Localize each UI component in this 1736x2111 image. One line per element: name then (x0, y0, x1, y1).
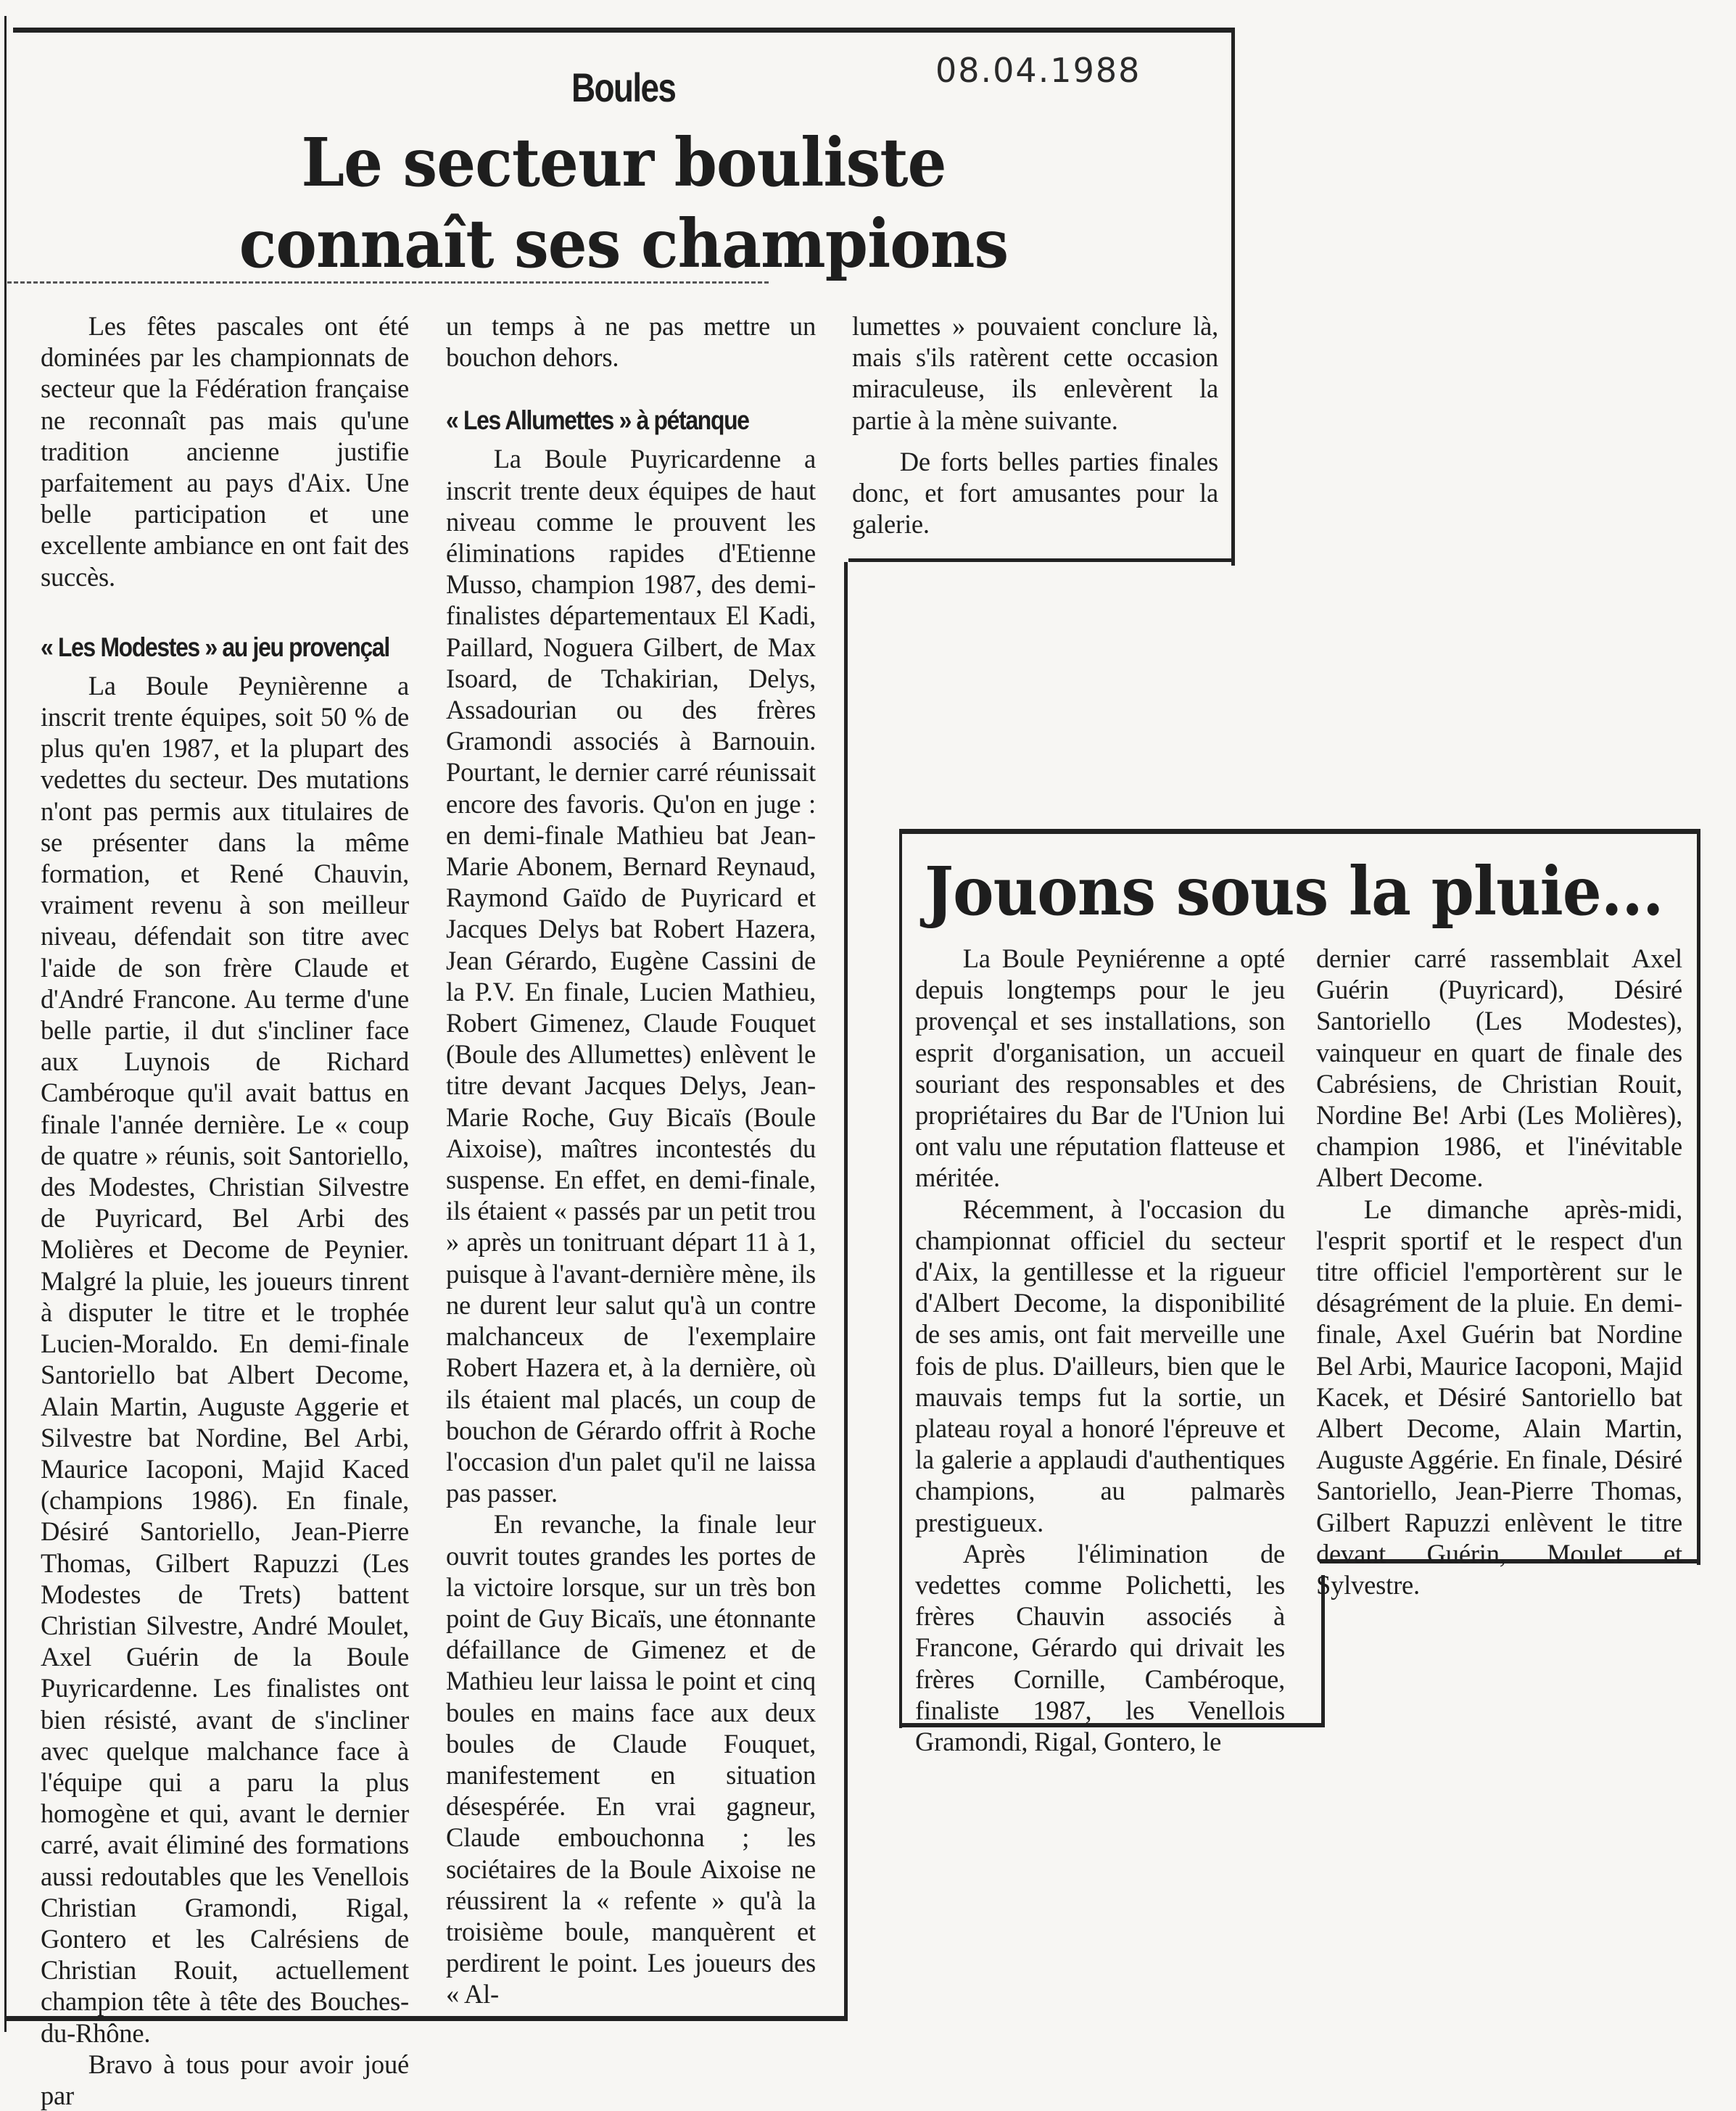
paragraph: La Boule Peynièrenne a inscrit trente équipes, soit 50 % de plus qu'en 1987, et la plupart des vedettes du secteur. Des mutations n'ont pas permis aux titulaires de se présenter dans la même formation, et René Chauvin, vraiment revenu à son meilleur niveau, défendait son titre avec l'aide de son frère Claude et d'André Francone. Au terme d'une belle partie, il dut s'incliner face aux Luynois de Richard Cambéroque qu'il avait battus en finale l'année dernière. Le « coup de quatre » réunis, soit Santoriello, des Modestes, Christian Silvestre de Puyricard, Bel Arbi des Molières et Decome de Peynier. Malgré la pluie, les joueurs tinrent à disputer le titre et le trophée Lucien-Moraldo. En demi-finale Santoriello bat Albert Decome, Alain Martin, Auguste Aggerie et Silvestre bat Nordine, Bel Arbi, Maurice Iacoponi, Majid Kaced (champions 1986). En finale, Désiré Santoriello, Jean-Pierre Thomas, Gilbert Rapuzzi (Les Modestes de Trets) battent Christian Silvestre, André Moulet, Axel Guérin de la Boule Puyricardenne. Les finalistes ont bien résisté, avant de s'incliner avec quelque malchance face à l'équipe qui a paru la plus homogène et qui, avant le dernier carré, avait éliminé des formations aussi redoutables que les Venellois Christian Gramondi, Rigal, Gontero et les Calrésiens de Christian Rouit, actuellement champion tête à tête des Bouches-du-Rhône. (41, 670, 409, 2048)
article2-right-border (1697, 829, 1700, 1565)
paragraph: dernier carré rassemblait Axel Guérin (Puyricard), Désiré Santoriello (Les Modestes), vainqueur en quart de finale des Cabrésiens, de Christian Rouit, Nordine Be! Arbi (Les Molières), champion 1986, et l'inévitable Albert Decome. (1316, 943, 1682, 1193)
article2-headline: Jouons sous la pluie... (925, 852, 1663, 930)
paragraph: Bravo à tous pour avoir joué par (41, 2049, 409, 2110)
article1-column2 (446, 310, 816, 2010)
column3-bottom-rule (848, 558, 1234, 562)
headline-line1: Le secteur bouliste (301, 123, 946, 202)
article2-column2 (1316, 943, 1682, 1600)
article2-column1 (915, 943, 1285, 1757)
paragraph: De forts belles parties finales donc, et fort amusantes pour la galerie. (852, 446, 1218, 540)
article1-column3 (852, 310, 1218, 540)
paragraph: Récemment, à l'occasion du championnat officiel du secteur d'Aix, la gentillesse et la rigueur d'Albert Decome, la disponibilité de ses amis, ont fait merveille une fois de plus. D'ailleurs, bien que le mauvais temps fut la sortie, un plateau royal a honoré l'épreuve et la galerie a applaudi d'authentiques champions, au palmarès prestigueux. (915, 1194, 1285, 1537)
paragraph: Le dimanche après-midi, l'esprit sportif et le respect d'un titre officiel l'emportèrent sur le désagrément de la pluie. En demi-finale, Axel Guérin bat Nordine Bel Arbi, Maurice Iacoponi, Majid Kacek, et Désiré Santoriello bat Albert Decome, Alain Martin, Auguste Aggérie. En finale, Désiré Santoriello, Jean-Pierre Thomas, Gilbert Rapuzzi enlèvent le titre devant Guérin, Moulet et Sylvestre. (1316, 1194, 1682, 1600)
paragraph: un temps à ne pas mettre un bouchon dehors. (446, 311, 816, 373)
paragraph: La Boule Puyricardenne a inscrit trente deux équipes de haut niveau comme le prouvent les éliminations rapides d'Etienne Musso, champion 1987, des demi-finalistes départementaux El Kadi, Paillard, Noguera Gilbert, de Max Isoard, de Tchakirian, Delys, Assadourian ou des frères Gramondi associés à Barnouin. Pourtant, le dernier carré réunissait encore des favoris. Qu'on en juge : en demi-finale Mathieu bat Jean-Marie Abonem, Bernard Reynaud, Raymond Gaïdo de Puyricard et Jacques Delys bat Robert Hazera, Jean Gérardo, Eugène Cassini de la P.V. En finale, Lucien Mathieu, Robert Gimenez, Claude Fouquet (Boule des Allumettes) enlèvent le titre devant Jacques Delys, Jean-Marie Roche, Guy Bicaïs (Boule Aixoise), maîtres incontestés du suspense. En effet, en demi-finale, ils étaient « passés par un petit trou » après un tonitruant départ 11 à 1, puisque à l'avant-dernière mène, ils ne durent leur salut qu'à un contre malchanceux de l'exemplaire Robert Hazera et, à la dernière, où ils étaient mal placés, un coup de bouchon de Gérardo offrit à Roche l'occasion d'un palet qu'il ne laissa pas passer. (446, 444, 816, 1508)
intro-paragraph: Les fêtes pascales ont été dominées par les championnats de secteur que la Fédération française ne reconnaît pas mais qu'une tradition ancienne justifie parfaitement au pays d'Aix. Une belle participation et une excellente ambiance en ont fait des succès. (41, 311, 409, 592)
article1-right-border-upper (1231, 28, 1235, 566)
headline-line2: connaît ses champions (239, 205, 1009, 283)
article2-left-border (899, 829, 902, 1728)
subhead-les-modestes: « Les Modestes » au jeu provençal (41, 632, 389, 662)
paragraph: La Boule Peyniérenne a opté depuis longtemps pour le jeu provençal et ses installations, son esprit d'organisation, un accueil souriant des responsables et des propriétaires du Bar de l'Union lui ont valu une réputation flatteuse et méritée. (915, 943, 1285, 1193)
section-kicker: Boules (571, 65, 676, 110)
paragraph: Après l'élimination de vedettes comme Polichetti, les frères Chauvin associés à Francone, Gérardo qui drivait les frères Cornille, Cambéroque, finaliste 1987, les Venellois Gramondi, Rigal, Gontero, le (915, 1538, 1285, 1757)
article1-headline (50, 122, 1197, 284)
paragraph: En revanche, la finale leur ouvrit toutes grandes les portes de la victoire lorsque, sur un très bon point de Guy Bicaïs, une étonnante défaillance de Gimenez et de Mathieu leur laissa le point et cinq boules en mains face aux deux boules de Claude Fouquet, manifestement en situation désespérée. En vrai gagneur, Claude embouchonna ; les sociétaires de la Boule Aixoise ne réussirent la « refente » qu'à la troisième boule, manquèrent et perdirent le point. Les joueurs des « Al- (446, 1509, 816, 2009)
article1-right-border-lower (844, 562, 848, 2020)
article1-top-rule (13, 28, 1233, 33)
article1-left-border (4, 16, 7, 2032)
paragraph: lumettes » pouvaient conclure là, mais s'ils ratèrent cette occasion miraculeuse, ils enlevèrent la partie à la mène suivante. (852, 311, 1218, 435)
handwritten-date: 08.04.1988 (935, 51, 1141, 90)
subhead-les-allumettes: « Les Allumettes » à pétanque (446, 405, 749, 436)
article1-column1 (41, 310, 409, 2111)
article2-top-rule (899, 829, 1700, 834)
